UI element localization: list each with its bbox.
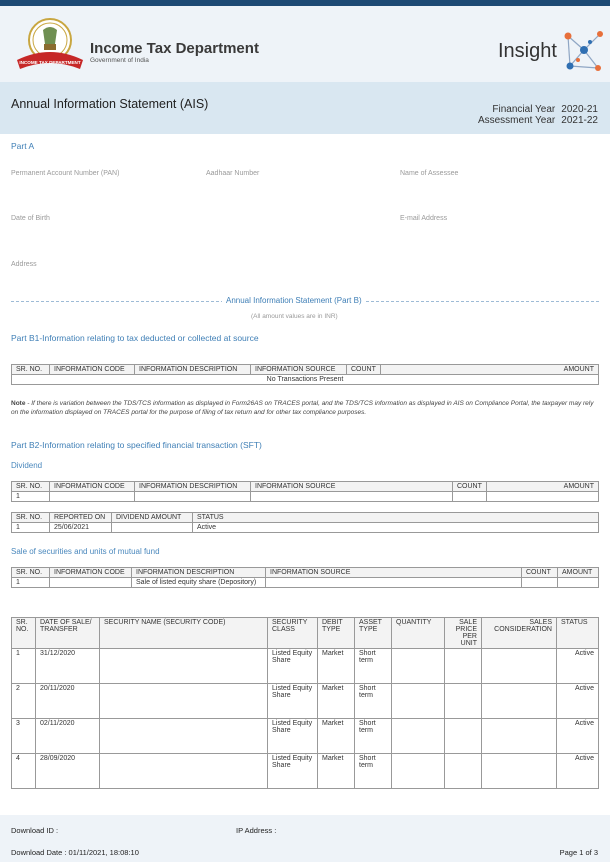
cell-info-desc: Sale of listed equity share (Depository) [132, 578, 266, 588]
table-header-row [12, 365, 599, 375]
cell-empty [558, 578, 599, 588]
cell-quantity [392, 684, 445, 719]
cell-security-name [100, 754, 268, 789]
th-info-code: INFORMATION CODE [50, 482, 135, 492]
th-info-source: INFORMATION SOURCE [251, 482, 453, 492]
cell-empty [453, 492, 487, 502]
cell-security-class: Listed Equity Share [268, 684, 318, 719]
cell-sr: 1 [12, 578, 50, 588]
table-row [12, 578, 599, 588]
pan-label: Permanent Account Number (PAN) [11, 170, 120, 177]
cell-quantity [392, 719, 445, 754]
amount-note: (All amount values are in INR) [251, 313, 338, 320]
th-status: STATUS [557, 618, 599, 649]
cell-asset-type: Short term [355, 719, 392, 754]
download-id: Download ID : [11, 826, 59, 835]
cell-security-name [100, 719, 268, 754]
ay-label: Assessment Year [477, 115, 556, 126]
table-row [12, 492, 599, 502]
cell-status: Active [193, 523, 599, 533]
financial-year-block [478, 104, 598, 126]
b1-heading: Part B1-Information relating to tax deducted or collected at source [11, 333, 259, 343]
name-label: Name of Assessee [400, 170, 459, 177]
table-row [12, 523, 599, 533]
table-header-row [12, 482, 599, 492]
cell-sales-consideration [482, 649, 557, 684]
th-count: COUNT [453, 482, 487, 492]
cell-quantity [392, 649, 445, 684]
th-security-class: SECURITY CLASS [268, 618, 318, 649]
cell-debit-type: Market [318, 719, 355, 754]
cell-date: 28/09/2020 [36, 754, 100, 789]
cell-debit-type: Market [318, 684, 355, 719]
cell-sale-price [445, 684, 482, 719]
dividend-detail-table [11, 512, 599, 533]
th-sr-no: SR. NO. [12, 568, 50, 578]
table-row [12, 375, 599, 385]
th-info-code: INFORMATION CODE [50, 365, 135, 375]
th-sr-no: SR. NO. [12, 365, 50, 375]
th-reported-on: REPORTED ON [50, 513, 112, 523]
cell-empty [50, 578, 132, 588]
cell-empty [522, 578, 558, 588]
dividend-label: Dividend [11, 461, 43, 470]
th-quantity: QUANTITY [392, 618, 445, 649]
cell-sr: 2 [12, 684, 36, 719]
download-date: Download Date : 01/11/2021, 18:08:10 [11, 848, 139, 857]
securities-label: Sale of securities and units of mutual fund [11, 547, 160, 556]
cell-empty [487, 492, 599, 502]
cell-date: 02/11/2020 [36, 719, 100, 754]
cell-status: Active [557, 719, 599, 754]
department-title: Income Tax Department [90, 40, 259, 57]
cell-sr: 1 [12, 523, 50, 533]
th-amount: AMOUNT [380, 365, 598, 375]
page-number: Page 1 of 3 [559, 848, 598, 857]
cell-security-name [100, 649, 268, 684]
cell-sales-consideration [482, 684, 557, 719]
cell-asset-type: Short term [355, 754, 392, 789]
th-dividend-amount: DIVIDEND AMOUNT [112, 513, 193, 523]
th-count: COUNT [347, 365, 381, 375]
cell-sale-price [445, 719, 482, 754]
cell-date: 31/12/2020 [36, 649, 100, 684]
th-amount: AMOUNT [558, 568, 599, 578]
aadhaar-label: Aadhaar Number [206, 170, 260, 177]
th-sr-no: SR. NO. [12, 618, 36, 649]
th-date: DATE OF SALE/ TRANSFER [36, 618, 100, 649]
th-info-source: INFORMATION SOURCE [266, 568, 522, 578]
email-label: E-mail Address [400, 215, 448, 222]
fy-label: Financial Year [492, 104, 556, 115]
th-sr-no: SR. NO. [12, 482, 50, 492]
ais-title-band [0, 82, 610, 134]
th-sales-consideration: SALES CONSIDERATION [482, 618, 557, 649]
th-info-desc: INFORMATION DESCRIPTION [132, 568, 266, 578]
cell-date: 20/11/2020 [36, 684, 100, 719]
ay-value: 2021-22 [561, 115, 598, 126]
dob-label: Date of Birth [11, 215, 50, 222]
cell-dividend-amount [112, 523, 193, 533]
cell-security-class: Listed Equity Share [268, 754, 318, 789]
table-row [12, 684, 599, 719]
b2-heading: Part B2-Information relating to specified financial transaction (SFT) [11, 440, 262, 450]
th-sale-price: SALE PRICE PER UNIT [445, 618, 482, 649]
cell-status: Active [557, 684, 599, 719]
cell-debit-type: Market [318, 649, 355, 684]
cell-security-class: Listed Equity Share [268, 719, 318, 754]
cell-status: Active [557, 649, 599, 684]
tds-note [11, 399, 601, 417]
cell-sale-price [445, 754, 482, 789]
cell-empty [266, 578, 522, 588]
cell-empty [135, 492, 251, 502]
part-b-title: Annual Information Statement (Part B) [222, 296, 366, 305]
th-info-code: INFORMATION CODE [50, 568, 132, 578]
no-transactions-text: No Transactions Present [12, 375, 599, 385]
address-label: Address [11, 261, 37, 268]
table-header-row [12, 568, 599, 578]
ip-address: IP Address : [236, 826, 277, 835]
note-label: Note [11, 400, 26, 407]
cell-security-name [100, 684, 268, 719]
cell-empty [50, 492, 135, 502]
cell-sr: 1 [12, 649, 36, 684]
page-header [0, 6, 610, 82]
cell-security-class: Listed Equity Share [268, 649, 318, 684]
cell-sr: 1 [12, 492, 50, 502]
income-tax-emblem-logo [14, 16, 86, 74]
table-header-row [12, 513, 599, 523]
cell-sales-consideration [482, 719, 557, 754]
th-info-desc: INFORMATION DESCRIPTION [135, 482, 251, 492]
th-security-name: SECURITY NAME (SECURITY CODE) [100, 618, 268, 649]
th-sr-no: SR. NO. [12, 513, 50, 523]
table-row [12, 754, 599, 789]
cell-status: Active [557, 754, 599, 789]
table-row [12, 649, 599, 684]
th-asset-type: ASSET TYPE [355, 618, 392, 649]
part-a-heading: Part A [11, 141, 35, 151]
insight-brand-text: Insight [498, 40, 557, 62]
th-status: STATUS [193, 513, 599, 523]
cell-quantity [392, 754, 445, 789]
insight-network-logo [560, 26, 608, 78]
dividend-table [11, 481, 599, 502]
cell-sr: 4 [12, 754, 36, 789]
emblem-ribbon-text: INCOME TAX DEPARTMENT [19, 60, 81, 65]
securities-table [11, 567, 599, 588]
cell-asset-type: Short term [355, 649, 392, 684]
th-info-source: INFORMATION SOURCE [251, 365, 347, 375]
cell-sales-consideration [482, 754, 557, 789]
cell-empty [251, 492, 453, 502]
statement-title: Annual Information Statement (AIS) [11, 97, 209, 111]
th-debit-type: DEBIT TYPE [318, 618, 355, 649]
b1-table [11, 364, 599, 385]
securities-transactions-table [11, 617, 599, 789]
fy-value: 2020-21 [561, 104, 598, 115]
th-count: COUNT [522, 568, 558, 578]
cell-debit-type: Market [318, 754, 355, 789]
cell-asset-type: Short term [355, 684, 392, 719]
department-subtitle: Government of India [90, 57, 149, 64]
table-row [12, 719, 599, 754]
page-footer [0, 815, 610, 862]
th-amount: AMOUNT [487, 482, 599, 492]
cell-reported-on: 25/06/2021 [50, 523, 112, 533]
table-header-row [12, 618, 599, 649]
cell-sr: 3 [12, 719, 36, 754]
cell-sale-price [445, 649, 482, 684]
note-text: - If there is variation between the TDS/TCS information as displayed in Form26AS on TRACES portal, and the TDS/TCS information as displayed in AIS on Compliance Portal, the taxpayer may rely on the information displayed on TRACES portal for the purpose of filing of tax return and for other tax compliance purposes. [11, 400, 594, 416]
th-info-desc: INFORMATION DESCRIPTION [135, 365, 251, 375]
